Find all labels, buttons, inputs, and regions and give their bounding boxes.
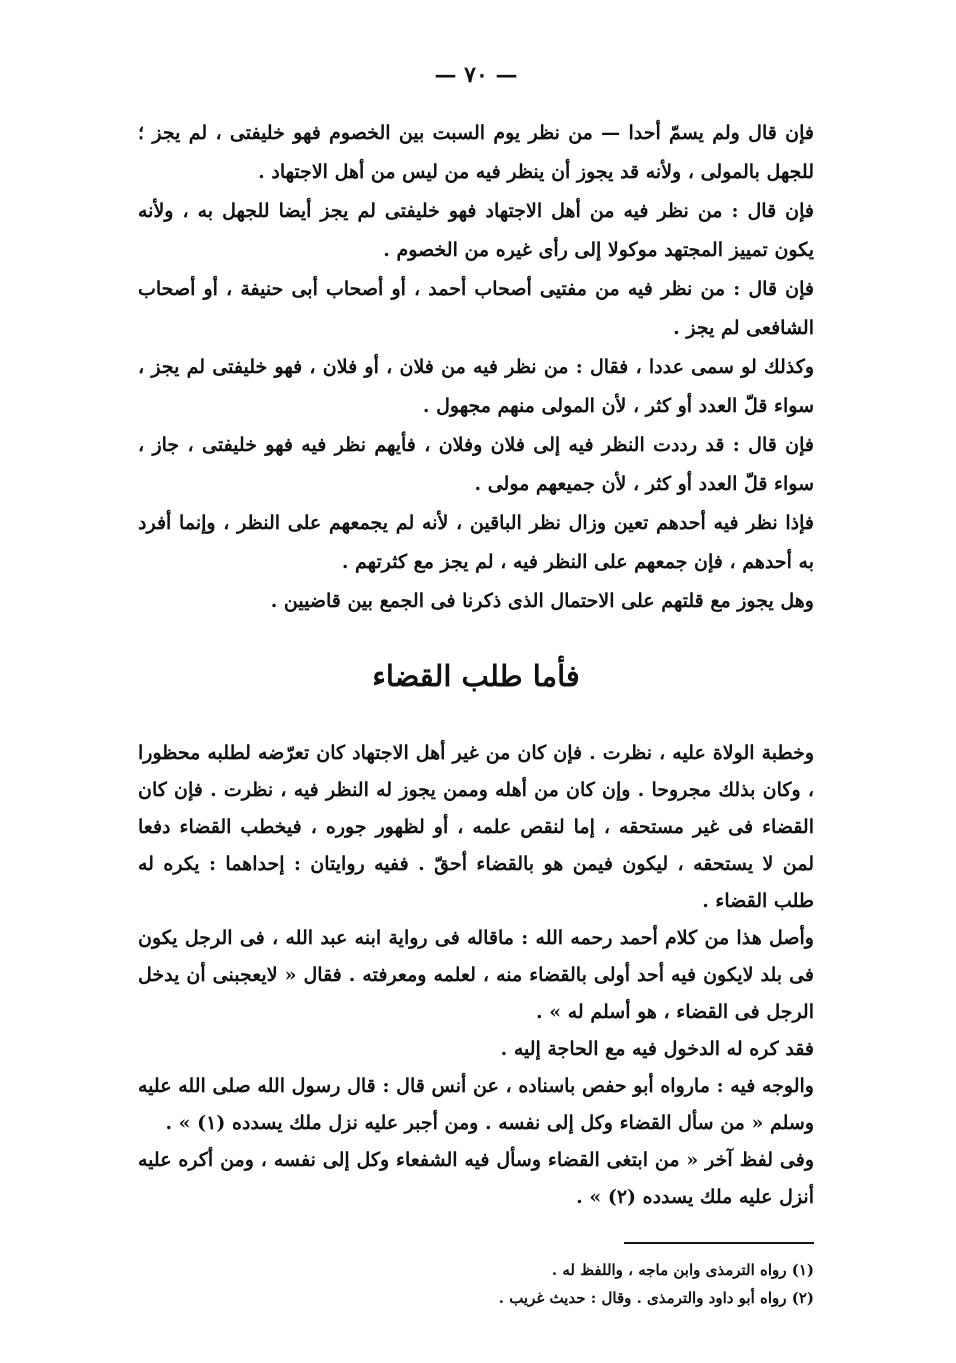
paragraph: وأصل هذا من كلام أحمد رحمه الله : ماقاله فى رواية ابنه عبد الله ، فى الرجل يكون فى بلد لايكون فيه أحد أولى بالقضاء منه ، لعلمه ومعرفته . فقال « لايعجبنى أن يدخل الرجل فى القضاء ، هو أسلم له » . [138,927,814,1023]
body-text-part-1 [138,114,814,621]
paragraph: فإن قال : قد رددت النظر فيه إلى فلان وفلان ، فأيهم نظر فيه فهو خليفتى ، جاز ، سواء قلّ العدد أو كثر ، لأن جميعهم مولى . [138,434,814,495]
paragraph: والوجه فيه : مارواه أبو حفص باسناده ، عن أنس قال : قال رسول الله صلى الله عليه وسلم « من سأل القضاء وكل إلى نفسه . ومن أجبر عليه نزل ملك يسدده (١) » . [138,1075,814,1134]
paragraph: فإن قال : من نظر فيه من أهل الاجتهاد فهو خليفتى لم يجز أيضا للجهل به ، ولأنه يكون تمييز المجتهد موكولا إلى رأى غيره من الخصوم . [138,200,814,261]
paragraph: فإن قال ولم يسمّ أحدا — من نظر يوم السبت بين الخصوم فهو خليفتى ، لم يجز ؛ للجهل بالمولى ، ولأنه قد يجوز أن ينظر فيه من ليس من أهل الاجتهاد . [138,122,814,183]
footnote-divider [624,1242,814,1244]
paragraph: فقد كره له الدخول فيه مع الحاجة إليه . [500,1038,814,1060]
section-heading: فأما طلب القضاء [372,659,580,693]
paragraph: وخطبة الولاة عليه ، نظرت . فإن كان من غير أهل الاجتهاد كان تعرّضه لطلبه محظورا ، وكان بذلك مجروحا . وإن كان من أهله وممن يجوز له النظر فيه ، نظرت . فإن كان القضاء فى غير مستحقه ، إما لنقص علمه ، أو لظهور جوره ، فيخطب القضاء دفعا لمن لا يستحقه ، ليكون فيمن هو بالقضاء أحقّ . ففيه روايتان : إحداهما : يكره له طلب القضاء . [138,742,814,912]
paragraph: وفى لفظ آخر « من ابتغى القضاء وسأل فيه الشفعاء وكل إلى نفسه ، ومن أكره عليه أنزل عليه ملك يسدده (٢) » . [138,1149,814,1208]
footnote: (١) رواه الترمذى وابن ماجه ، واللفظ له . [551,1261,814,1279]
paragraph: فإن قال : من نظر فيه من مفتيى أصحاب أحمد ، أو أصحاب أبى حنيفة ، أو أصحاب الشافعى لم يجز . [138,278,814,339]
paragraph: وكذلك لو سمى عددا ، فقال : من نظر فيه من فلان ، أو فلان ، فهو خليفتى لم يجز ، سواء قلّ العدد أو كثر ، لأن المولى منهم مجهول . [138,356,814,417]
body-text-part-2 [138,735,814,1216]
page-number: — ٧٠ — [434,62,518,88]
footnote: (٢) رواه أبو داود والترمذى . وقال : حديث غريب . [498,1289,814,1307]
paragraph: وهل يجوز مع قلتهم على الاحتمال الذى ذكرنا فى الجمع بين قاضيين . [270,590,814,612]
footnotes [138,1256,814,1312]
paragraph: فإذا نظر فيه أحدهم تعين وزال نظر الباقين ، لأنه لم يجمعهم على النظر ، وإنما أفرد به أحدهم ، فإن جمعهم على النظر فيه ، لم يجز مع كثرتهم . [138,512,814,573]
